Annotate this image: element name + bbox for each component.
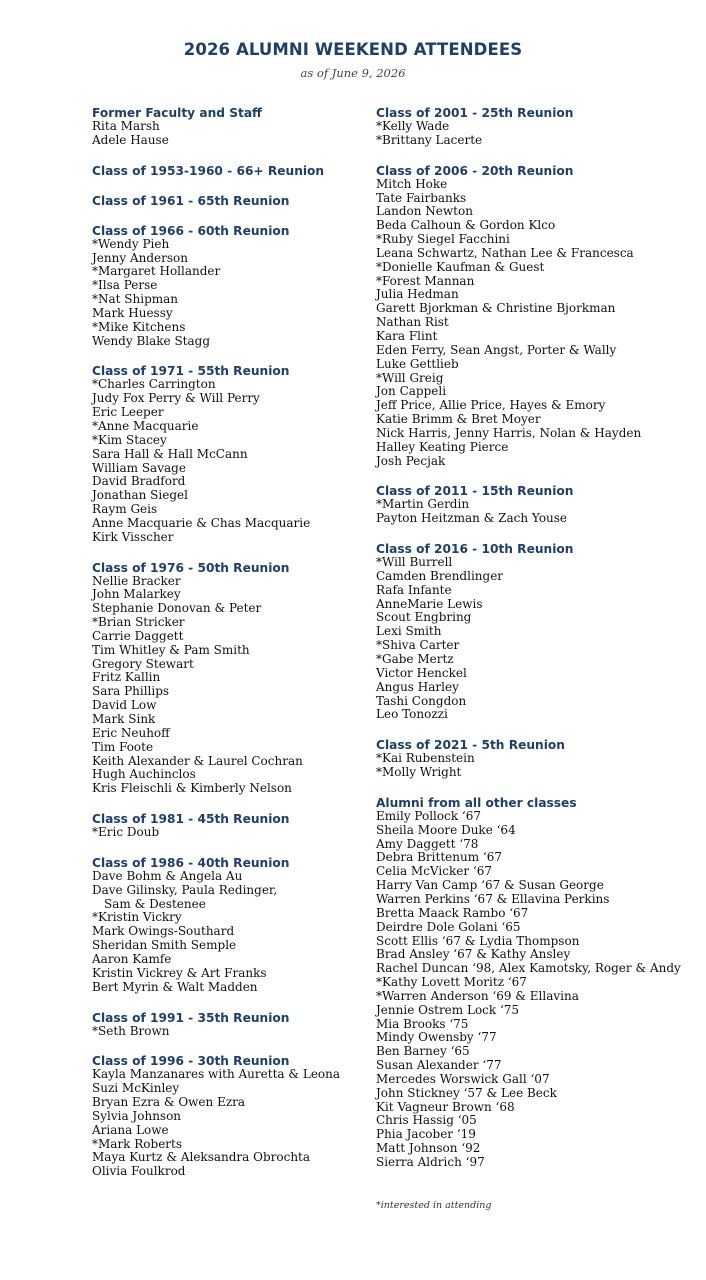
attendee-name: John Malarkey (92, 587, 181, 602)
attendee-name: Tate Fairbanks (376, 190, 467, 205)
attendee-name: Maya Kurtz & Aleksandra Obrochta (92, 1150, 311, 1165)
attendee-name: Chris Hassig ‘05 (376, 1113, 477, 1128)
attendee-name: Mia Brooks ‘75 (376, 1016, 469, 1031)
attendee-name: Jenny Anderson (92, 250, 188, 265)
attendee-name: Eric Leeper (92, 405, 164, 420)
section-heading: Class of 1996 - 30th Reunion (92, 1054, 290, 1069)
attendee-name: Gregory Stewart (92, 656, 194, 671)
attendee-name: Kirk Visscher (92, 529, 174, 544)
section-heading: Class of 1976 - 50th Reunion (92, 560, 290, 575)
class-section (376, 164, 701, 469)
attendee-name: Lexi Smith (376, 624, 442, 639)
footnote: *interested in attending (376, 1200, 492, 1211)
attendee-name: Kayla Manzanares with Auretta & Leona (92, 1067, 341, 1082)
attendee-name: *Eric Doub (92, 825, 160, 840)
page-title: 2026 ALUMNI WEEKEND ATTENDEES (183, 40, 523, 59)
attendee-name: Mark Owings-Southard (92, 924, 235, 939)
section-heading: Class of 1971 - 55th Reunion (92, 364, 290, 379)
attendee-name: Anne Macquarie & Chas Macquarie (92, 515, 311, 530)
section-heading: Class of 2021 - 5th Reunion (376, 738, 565, 753)
class-section (376, 542, 701, 722)
class-section (92, 1011, 368, 1039)
section-heading: Class of 2016 - 10th Reunion (376, 542, 574, 557)
attendee-name: Kristin Vickrey & Art Franks (92, 965, 267, 980)
attendee-name: *Kim Stacey (92, 432, 167, 447)
attendee-name: *Nat Shipman (92, 292, 179, 307)
attendee-name: Nathan Rist (376, 315, 449, 330)
attendee-name: Leo Tonozzi (376, 707, 448, 722)
attendee-name: Phia Jacober ‘19 (376, 1127, 476, 1142)
attendee-name: Olivia Foulkrod (92, 1164, 186, 1179)
class-section (92, 194, 368, 208)
class-section (92, 812, 368, 840)
attendee-name: *Brittany Lacerte (376, 132, 483, 147)
class-section (92, 164, 368, 178)
attendee-name: *Warren Anderson ‘69 & Ellavina (376, 988, 579, 1003)
attendee-name: *Anne Macquarie (92, 418, 199, 433)
attendee-name: Leana Schwartz, Nathan Lee & Francesca (376, 245, 634, 260)
class-section (376, 106, 701, 148)
attendee-name: William Savage (92, 460, 186, 475)
attendee-name: Mindy Owensby ‘77 (376, 1030, 497, 1045)
attendee-name: Jonathan Siegel (92, 488, 188, 503)
attendee-name: *Ilsa Perse (92, 278, 158, 293)
class-section (376, 738, 701, 780)
attendee-name: Fritz Kallin (92, 670, 161, 685)
section-heading: Class of 1966 - 60th Reunion (92, 223, 290, 238)
attendee-name: Susan Alexander ‘77 (376, 1058, 502, 1073)
attendee-name: Debra Brittenum ‘67 (376, 850, 502, 865)
attendee-name: *Will Greig (376, 370, 444, 385)
attendee-name: Kara Flint (376, 328, 438, 343)
section-heading: Class of 1953-1960 - 66+ Reunion (92, 163, 325, 178)
attendee-name: *Charles Carrington (92, 377, 216, 392)
section-heading: Class of 1981 - 45th Reunion (92, 812, 290, 827)
section-heading: Former Faculty and Staff (92, 106, 262, 120)
attendee-name: Amy Daggett ‘78 (376, 836, 479, 851)
class-section (92, 856, 368, 995)
class-section (92, 1054, 368, 1179)
attendee-name: Rafa Infante (376, 582, 452, 597)
class-section (92, 106, 368, 148)
attendee-name: Ben Barney ‘65 (376, 1044, 470, 1059)
attendee-name: *Mike Kitchens (92, 319, 186, 334)
attendee-name: *Kathy Lovett Moritz ‘67 (376, 975, 527, 990)
attendee-name: Eden Ferry, Sean Angst, Porter & Wally (376, 342, 617, 357)
attendee-name: Tashi Congdon (376, 693, 467, 708)
attendee-name: Jon Cappeli (376, 384, 447, 399)
attendee-name: Beda Calhoun & Gordon Klco (376, 218, 556, 233)
attendee-name: Katie Brimm & Bret Moyer (376, 412, 541, 427)
attendee-name: *Kai Rubenstein (376, 751, 475, 766)
attendee-name: Matt Johnson ‘92 (376, 1141, 481, 1156)
attendee-name: Sheridan Smith Semple (92, 938, 237, 953)
attendee-name: Julia Hedman (376, 287, 459, 302)
attendee-name: Mark Sink (92, 712, 156, 726)
class-section (92, 364, 368, 544)
attendee-name: Jeff Price, Allie Price, Hayes & Emory (376, 398, 606, 413)
attendee-name: Aaron Kamfe (92, 951, 172, 966)
attendee-name: Kris Fleischli & Kimberly Nelson (92, 781, 292, 796)
attendee-name: Halley Keating Pierce (376, 439, 509, 454)
attendee-name: Celia McVicker ‘67 (376, 864, 492, 879)
attendee-name: Sheila Moore Duke ‘64 (376, 822, 516, 837)
attendee-name: Bretta Maack Rambo ‘67 (376, 905, 529, 920)
attendee-name: *Martin Gerdin (376, 497, 470, 512)
attendee-name: Landon Newton (376, 204, 473, 219)
attendee-name: Scout Engbring (376, 610, 472, 625)
attendee-name: Kit Vagneur Brown ‘68 (376, 1099, 515, 1114)
attendee-name: Angus Harley (376, 679, 459, 694)
attendee-name: Suzi McKinley (92, 1081, 180, 1096)
page-subtitle: as of June 9, 2026 (300, 66, 406, 80)
attendee-name: *Margaret Hollander (92, 264, 221, 279)
attendee-name: Camden Brendlinger (376, 568, 504, 583)
section-heading: Class of 1961 - 65th Reunion (92, 193, 290, 208)
attendee-name: Dave Bohm & Angela Au (92, 868, 243, 883)
attendee-name: Mercedes Worswick Gall ‘07 (376, 1071, 550, 1086)
attendee-name: Sylvia Johnson (92, 1108, 182, 1123)
attendee-name: Scott Ellis ‘67 & Lydia Thompson (376, 933, 580, 948)
attendee-name: *Will Burrell (376, 555, 453, 570)
attendee-name: Nick Harris, Jenny Harris, Nolan & Hayden (376, 425, 642, 440)
attendee-name: Bert Myrin & Walt Madden (92, 979, 258, 994)
attendee-name: Harry Van Camp ‘67 & Susan George (376, 878, 604, 893)
attendee-name: John Stickney ‘57 & Lee Beck (376, 1085, 557, 1100)
class-section (376, 484, 701, 526)
attendee-name: Sara Hall & Hall McCann (92, 446, 248, 461)
attendee-name: *Seth Brown (92, 1023, 170, 1038)
attendee-name: *Kristin Vickry (92, 910, 182, 925)
attendee-name: David Bradford (92, 474, 186, 489)
attendee-name: *Shiva Carter (376, 638, 460, 653)
attendee-name: *Kelly Wade (376, 119, 450, 133)
attendee-name: *Donielle Kaufman & Guest (376, 259, 545, 274)
attendee-name: *Brian Stricker (92, 615, 185, 630)
attendee-name: *Wendy Pieh (92, 236, 170, 251)
attendee-name: Tim Foote (92, 739, 154, 754)
attendee-name: Garett Bjorkman & Christine Bjorkman (376, 301, 616, 316)
attendee-name: *Ruby Siegel Facchini (376, 232, 510, 247)
attendee-name: Sam & Destenee (104, 896, 206, 911)
attendee-name: *Forest Mannan (376, 273, 475, 288)
attendee-name: Keith Alexander & Laurel Cochran (92, 753, 303, 768)
attendee-name: *Molly Wright (376, 765, 462, 780)
attendee-name: Stephanie Donovan & Peter (92, 601, 262, 616)
attendee-name: Dave Gilinsky, Paula Redinger, (92, 882, 278, 897)
attendee-name: Carrie Daggett (92, 628, 184, 643)
attendee-name: Mark Huessy (92, 305, 173, 320)
section-heading: Class of 2006 - 20th Reunion (376, 163, 574, 178)
left-column (92, 106, 368, 1195)
attendee-name: Payton Heitzman & Zach Youse (376, 511, 568, 526)
attendee-name: Rachel Duncan ‘98, Alex Kamotsky, Roger & Andy (376, 961, 681, 976)
attendee-name: Hugh Auchinclos (92, 767, 196, 782)
attendee-name: Emily Pollock ‘67 (376, 808, 482, 823)
class-section (92, 224, 368, 349)
attendee-name: Bryan Ezra & Owen Ezra (92, 1095, 246, 1110)
attendee-name: David Low (92, 698, 157, 713)
attendee-name: Judy Fox Perry & Will Perry (92, 391, 260, 406)
section-heading: Class of 2001 - 25th Reunion (376, 106, 574, 120)
attendee-name: Adele Hause (92, 132, 169, 147)
attendee-name: Sara Phillips (92, 684, 170, 699)
attendee-name: Ariana Lowe (92, 1122, 169, 1137)
attendee-name: Tim Whitley & Pam Smith (92, 642, 250, 657)
right-column (376, 106, 701, 1186)
attendee-name: Deirdre Dole Golani ‘65 (376, 919, 521, 934)
section-heading: Class of 2011 - 15th Reunion (376, 484, 574, 499)
attendee-name: *Gabe Mertz (376, 652, 454, 666)
attendee-name: Brad Ansley ‘67 & Kathy Ansley (376, 947, 571, 962)
class-section (376, 796, 701, 1170)
attendee-name: Warren Perkins ‘67 & Ellavina Perkins (376, 891, 610, 906)
section-heading: Class of 1991 - 35th Reunion (92, 1010, 290, 1025)
attendee-name: Eric Neuhoff (92, 725, 170, 740)
attendee-name: *Mark Roberts (92, 1136, 183, 1151)
attendee-name: Josh Pecjak (376, 453, 446, 468)
section-heading: Class of 1986 - 40th Reunion (92, 855, 290, 870)
section-heading: Alumni from all other classes (376, 795, 577, 810)
attendee-name: Mitch Hoke (376, 176, 448, 191)
attendee-name: Rita Marsh (92, 119, 160, 133)
attendee-name: Jennie Ostrem Lock ‘75 (376, 1002, 520, 1017)
attendee-name: Luke Gettlieb (376, 356, 459, 371)
attendee-name: AnneMarie Lewis (376, 596, 483, 611)
attendee-name: Nellie Bracker (92, 573, 181, 588)
attendee-name: Wendy Blake Stagg (92, 333, 211, 348)
attendee-name: Raym Geis (92, 502, 158, 517)
class-section (92, 561, 368, 797)
attendee-name: Victor Henckel (376, 665, 467, 680)
attendee-name: Sierra Aldrich ‘97 (376, 1155, 485, 1169)
